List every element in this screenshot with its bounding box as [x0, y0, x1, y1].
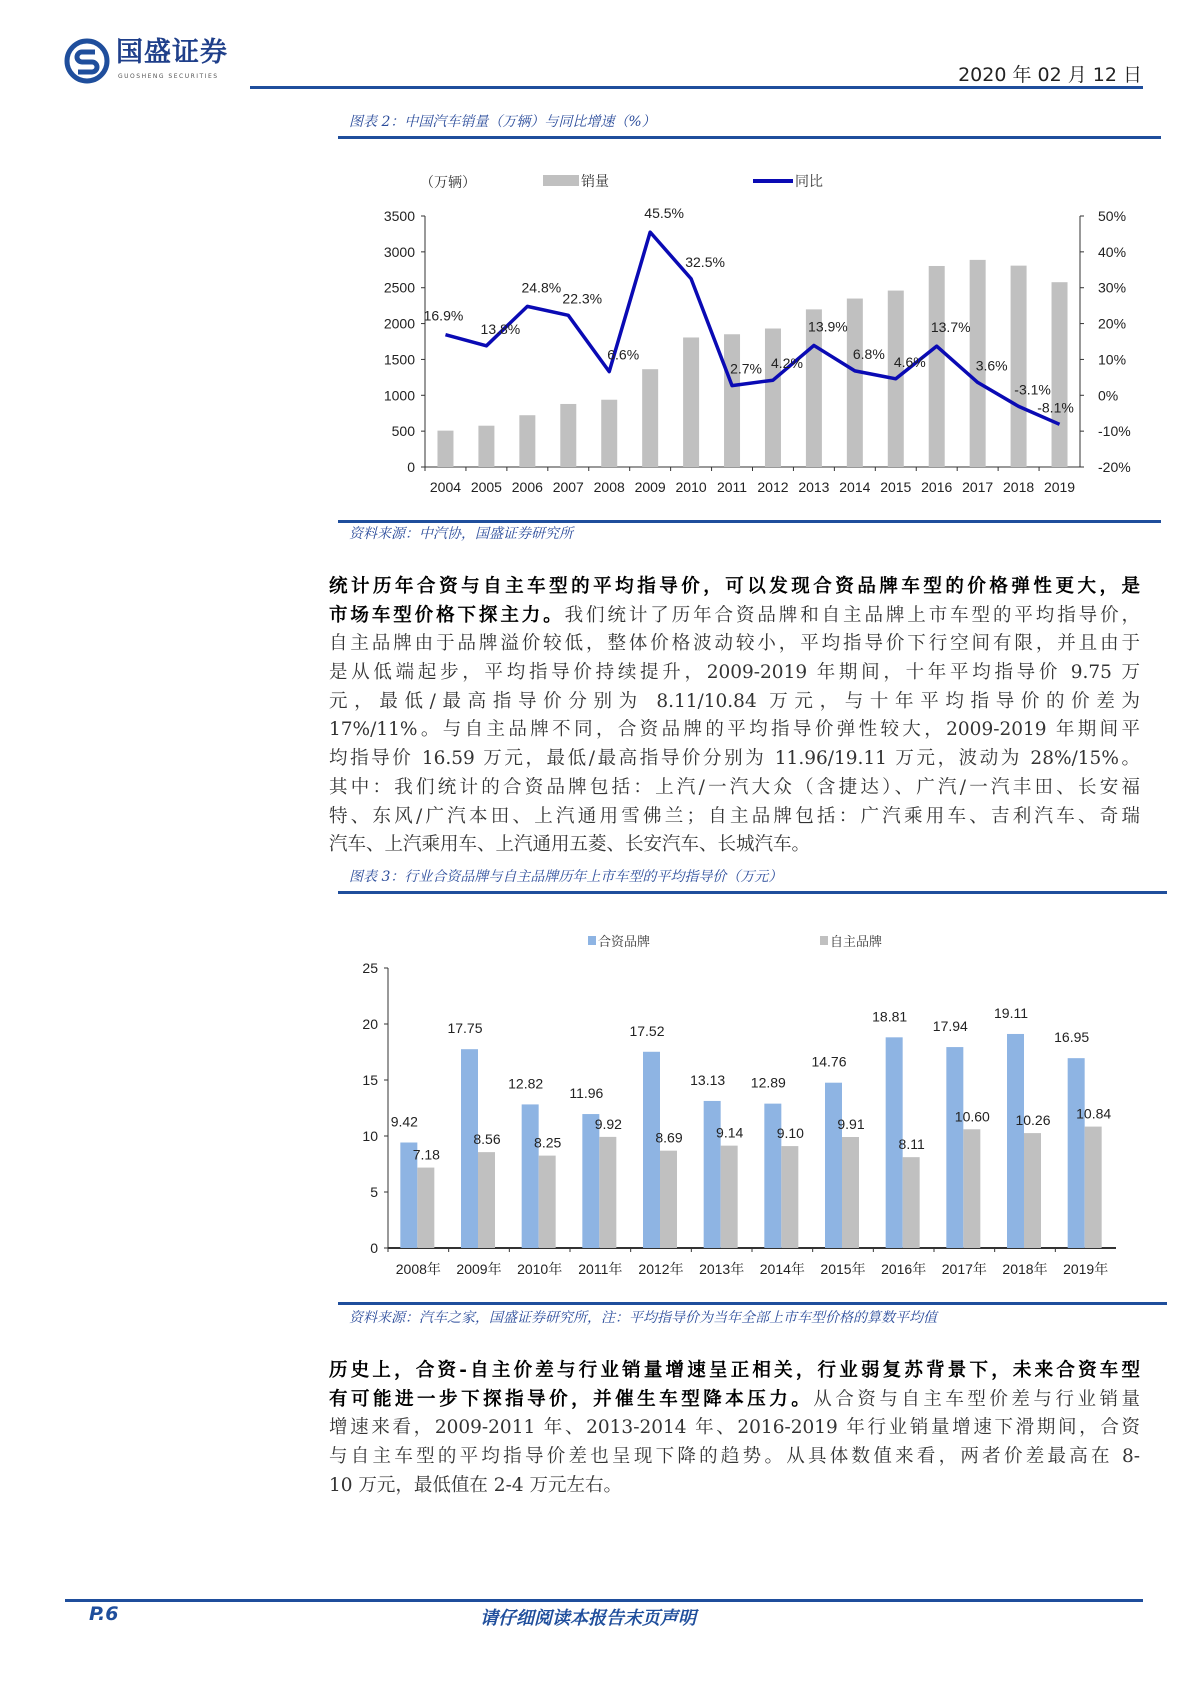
domestic-bar — [721, 1146, 738, 1248]
jv-bar — [1068, 1058, 1085, 1248]
jv-data-label: 19.11 — [994, 1004, 1028, 1021]
growth-data-label: 45.5% — [644, 205, 685, 222]
paragraph-price-gap — [329, 1357, 1140, 1500]
x-tick-label: 2012 — [757, 479, 789, 495]
y2-tick-label: -10% — [1098, 423, 1131, 440]
figure3-bottom-rule — [338, 1302, 1167, 1305]
jv-bar — [1007, 1034, 1024, 1248]
paragraph-line — [329, 1472, 1140, 1501]
x-tick-label: 2008年 — [395, 1261, 441, 1277]
y2-tick-label: 50% — [1098, 208, 1127, 224]
jv-data-label: 12.89 — [750, 1074, 786, 1091]
x-tick-label: 2012年 — [638, 1261, 684, 1277]
growth-data-label: 6.8% — [852, 345, 885, 362]
jv-data-label: 17.75 — [447, 1020, 483, 1037]
x-tick-label: 2016 — [921, 479, 953, 495]
body-text: 特、东风/广汽本田、上汽通用雪佛兰；自主品牌包括：广汽乘用车、吉利汽车、奇瑞 — [329, 805, 1140, 827]
body-text: 汽车、上汽乘用车、上汽通用五菱、长安汽车、长城汽车。 — [329, 834, 811, 856]
jv-data-label: 9.42 — [390, 1113, 418, 1130]
y2-tick-label: 40% — [1098, 243, 1127, 260]
paragraph-line — [329, 716, 1140, 745]
x-tick-label: 2017 — [962, 479, 994, 495]
sales-growth-chart — [338, 150, 1161, 515]
jv-bar — [461, 1049, 478, 1248]
domestic-bar — [903, 1157, 920, 1248]
sales-bar — [437, 431, 453, 467]
jv-bar — [825, 1083, 842, 1248]
x-tick-label: 2019年 — [1063, 1261, 1109, 1277]
growth-data-label: 13.9% — [808, 318, 848, 335]
body-text: 元，最低/最高指导价分别为 8.11/10.84 万元，与十年平均指导价的价差为 — [329, 690, 1140, 712]
x-tick-label: 2019 — [1043, 479, 1076, 495]
y2-tick-label: -20% — [1098, 459, 1131, 475]
x-tick-label: 2014 — [839, 479, 871, 495]
sales-bar — [929, 266, 945, 467]
bold-lead-text: 市场车型价格下探主力。 — [329, 604, 565, 626]
y-tick-label: 2500 — [383, 279, 415, 296]
domestic-data-label: 10.26 — [1015, 1112, 1051, 1129]
x-tick-label: 2016年 — [881, 1261, 927, 1277]
paragraph-line — [329, 688, 1140, 717]
body-text: 增速来看，2009-2011 年、2013-2014 年、2016-2019 年行业销量增速下滑期间，合资 — [329, 1417, 1140, 1439]
y-tick-label: 0 — [407, 459, 415, 475]
growth-data-label: 4.2% — [771, 355, 803, 372]
domestic-bar — [660, 1151, 677, 1248]
figure3-source: 资料来源：汽车之家，国盛证券研究所，注：平均指导价为当年全部上市车型价格的算数平均值 — [349, 1310, 937, 1326]
paragraph-line — [329, 745, 1140, 774]
x-tick-label: 2007 — [552, 479, 584, 495]
figure2-top-rule — [338, 136, 1161, 139]
growth-data-label: 6.6% — [607, 346, 640, 363]
y2-tick-label: 0% — [1098, 387, 1119, 404]
footer-divider — [65, 1599, 1143, 1602]
growth-data-label: 13.8% — [480, 320, 521, 337]
y-tick-label: 15 — [362, 1072, 378, 1088]
jv-bar — [704, 1101, 721, 1248]
domestic-bar — [781, 1146, 798, 1248]
logo-mark-icon — [64, 38, 110, 84]
x-tick-label: 2011 — [716, 479, 748, 495]
domestic-data-label: 8.25 — [534, 1134, 562, 1151]
paragraph-line — [329, 1443, 1140, 1472]
x-tick-label: 2011年 — [578, 1261, 623, 1277]
growth-data-label: 4.6% — [893, 353, 926, 370]
paragraph-line — [329, 602, 1140, 631]
body-text: 与自主车型的平均指导价差也呈现下降的趋势。从具体数值来看，两者价差最高在 8- — [329, 1446, 1140, 1468]
bold-lead-text: 统计历年合资与自主车型的平均指导价，可以发现合资品牌车型的价格弹性更大，是 — [329, 576, 1140, 597]
growth-data-label: 24.8% — [521, 279, 562, 296]
avg-guide-price-chart — [338, 920, 1167, 1295]
x-tick-label: 2008 — [593, 479, 625, 495]
body-text: 10 万元，最低值在 2-4 万元左右。 — [329, 1474, 622, 1496]
figure2-source: 资料来源：中汽协，国盛证券研究所 — [349, 526, 573, 542]
growth-data-label: 16.9% — [423, 307, 464, 324]
jv-bar — [946, 1047, 963, 1248]
domestic-data-label: 10.60 — [954, 1108, 990, 1125]
paragraph-price-elasticity — [329, 573, 1140, 860]
growth-data-label: 32.5% — [685, 253, 725, 270]
sales-bar — [1052, 282, 1068, 467]
growth-data-label: 2.7% — [730, 360, 762, 377]
legend-swatch-jv — [588, 936, 596, 945]
y-tick-label: 1500 — [383, 351, 415, 368]
body-text: 从合资与自主车型价差与行业销量 — [813, 1388, 1140, 1410]
x-tick-label: 2010 — [675, 479, 707, 495]
y2-tick-label: 10% — [1098, 351, 1127, 368]
legend-label-growth: 同比 — [795, 173, 823, 189]
domestic-data-label: 9.91 — [837, 1116, 865, 1133]
y-tick-label: 3500 — [383, 208, 415, 224]
jv-data-label: 14.76 — [811, 1053, 847, 1070]
y-tick-label: 10 — [362, 1128, 378, 1144]
bold-lead-text: 历史上，合资-自主价差与行业销量增速呈正相关，行业弱复苏背景下，未来合资车型 — [329, 1360, 1140, 1381]
body-text: 自主品牌由于品牌溢价较低，整体价格波动较小，平均指导价下行空间有限，并且由于 — [329, 633, 1140, 655]
y-tick-label: 500 — [391, 423, 415, 440]
domestic-data-label: 8.69 — [655, 1129, 683, 1146]
figure3-caption: 图表 3：行业合资品牌与自主品牌历年上市车型的平均指导价（万元） — [349, 869, 783, 885]
jv-bar — [643, 1052, 660, 1248]
legend-swatch-domestic — [820, 936, 828, 945]
body-text: 是从低端起步，平均指导价持续提升，2009-2019 年期间，十年平均指导价 9.75 万 — [329, 662, 1140, 684]
domestic-bar — [478, 1152, 495, 1248]
paragraph-line — [329, 831, 1140, 860]
legend-label-domestic: 自主品牌 — [830, 934, 883, 949]
paragraph-line — [329, 803, 1140, 832]
page-number: P.6 — [89, 1603, 119, 1625]
domestic-data-label: 8.11 — [898, 1136, 925, 1153]
legend-label-sales: 销量 — [581, 173, 609, 189]
growth-data-label: -3.1% — [1014, 381, 1051, 398]
header-divider — [250, 86, 1143, 89]
domestic-bar — [842, 1137, 859, 1248]
jv-data-label: 17.94 — [932, 1018, 968, 1035]
legend-swatch-sales — [543, 175, 579, 186]
domestic-data-label: 10.84 — [1076, 1105, 1112, 1122]
disclaimer-notice: 请仔细阅读本报告末页声明 — [480, 1608, 696, 1629]
sales-bar — [847, 299, 863, 467]
x-tick-label: 2018年 — [1002, 1261, 1048, 1277]
sales-bar — [478, 426, 494, 467]
jv-data-label: 12.82 — [508, 1075, 544, 1092]
jv-data-label: 18.81 — [872, 1008, 908, 1025]
domestic-bar — [963, 1129, 980, 1248]
sales-bar — [765, 329, 781, 467]
y2-tick-label: 30% — [1098, 279, 1127, 296]
y-tick-label: 3000 — [383, 243, 415, 260]
jv-data-label: 16.95 — [1054, 1029, 1090, 1046]
x-tick-label: 2005 — [470, 479, 502, 495]
logo-subtext: GUOSHENG SECURITIES — [118, 73, 219, 80]
domestic-bar — [599, 1137, 616, 1248]
x-tick-label: 2015 — [880, 479, 912, 495]
sales-bar — [642, 369, 658, 467]
sales-bar — [601, 400, 617, 467]
sales-bar — [560, 404, 576, 467]
sales-bar — [724, 334, 740, 467]
paragraph-line — [329, 659, 1140, 688]
paragraph-line — [329, 1414, 1140, 1443]
domestic-bar — [1024, 1133, 1041, 1248]
growth-data-label: 13.7% — [930, 319, 971, 336]
jv-data-label: 11.96 — [569, 1085, 604, 1102]
domestic-data-label: 9.92 — [594, 1115, 622, 1132]
x-tick-label: 2018 — [1003, 479, 1035, 495]
x-tick-label: 2014年 — [759, 1261, 805, 1277]
y-tick-label: 1000 — [383, 387, 415, 404]
growth-data-label: 22.3% — [562, 290, 603, 307]
logo — [64, 38, 254, 84]
paragraph-line — [329, 774, 1140, 803]
domestic-data-label: 9.10 — [776, 1125, 804, 1142]
x-tick-label: 2015年 — [820, 1261, 866, 1277]
body-text: 均指导价 16.59 万元，最低/最高指导价分别为 11.96/19.11 万元，波动为 28%/15%。 — [329, 748, 1140, 770]
domestic-data-label: 9.14 — [716, 1124, 744, 1141]
body-text: 我们统计了历年合资品牌和自主品牌上市车型的平均指导价， — [564, 604, 1140, 626]
y-tick-label: 25 — [362, 960, 378, 976]
sales-bar — [519, 415, 535, 467]
x-tick-label: 2013 — [798, 479, 830, 495]
x-tick-label: 2010年 — [517, 1261, 563, 1277]
sales-bar — [1011, 266, 1027, 467]
domestic-bar — [417, 1168, 434, 1248]
bold-lead-text: 有可能进一步下探指导价，并催生车型降本压力。 — [329, 1388, 814, 1410]
paragraph-line — [329, 1357, 1140, 1386]
y-tick-label: 5 — [370, 1184, 378, 1200]
y-tick-label: 0 — [370, 1240, 378, 1256]
x-tick-label: 2017年 — [941, 1261, 987, 1277]
x-tick-label: 2006 — [511, 479, 543, 495]
y-tick-label: 20 — [362, 1016, 378, 1032]
paragraph-line — [329, 1386, 1140, 1415]
body-text: 其中：我们统计的合资品牌包括：上汽/一汽大众（含捷达）、广汽/一汽丰田、长安福 — [329, 776, 1140, 798]
domestic-bar — [1085, 1127, 1102, 1248]
legend-label-jv: 合资品牌 — [598, 934, 651, 949]
domestic-data-label: 8.56 — [473, 1131, 501, 1148]
domestic-data-label: 7.18 — [412, 1146, 440, 1163]
domestic-bar — [539, 1156, 556, 1248]
report-date: 2020 年 02 月 12 日 — [958, 64, 1142, 86]
y-tick-label: 2000 — [383, 315, 415, 332]
y2-tick-label: 20% — [1098, 315, 1127, 332]
jv-data-label: 17.52 — [629, 1022, 665, 1039]
paragraph-line — [329, 573, 1140, 602]
x-tick-label: 2009 — [634, 479, 666, 495]
growth-data-label: 3.6% — [975, 357, 1008, 374]
x-tick-label: 2009年 — [456, 1261, 502, 1277]
x-tick-label: 2004 — [429, 479, 462, 495]
x-tick-label: 2013年 — [699, 1261, 745, 1277]
figure3-top-rule — [338, 891, 1167, 894]
sales-bar — [683, 337, 699, 467]
jv-bar — [582, 1114, 599, 1248]
logo-text: 国盛证券 — [116, 37, 228, 68]
paragraph-line — [329, 630, 1140, 659]
y-axis-unit-label: （万辆） — [420, 174, 476, 190]
growth-data-label: -8.1% — [1037, 399, 1074, 416]
jv-bar — [522, 1104, 539, 1248]
jv-data-label: 13.13 — [690, 1071, 726, 1088]
figure2-caption: 图表 2：中国汽车销量（万辆）与同比增速（%） — [349, 114, 656, 130]
body-text: 17%/11%。与自主品牌不同，合资品牌的平均指导价弹性较大，2009-2019 年期间平 — [329, 719, 1140, 741]
